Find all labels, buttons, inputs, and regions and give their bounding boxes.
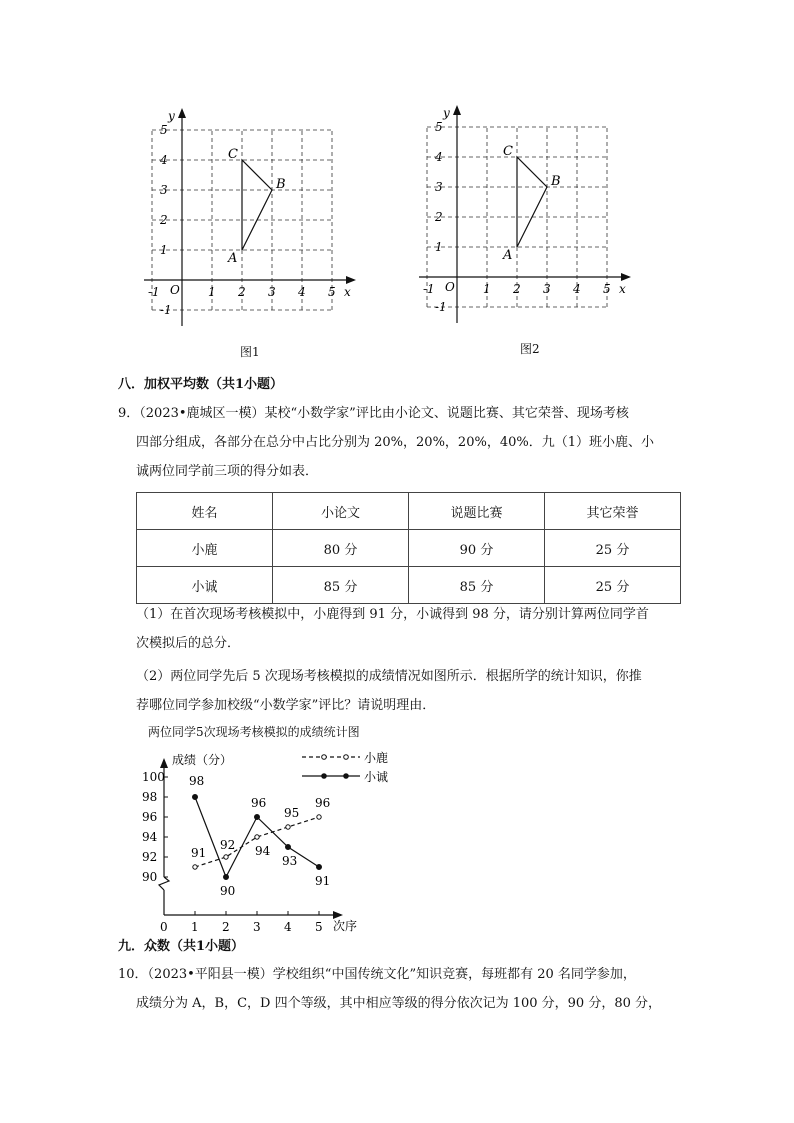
y-tick-label: -1	[160, 303, 172, 317]
triangle-abc	[242, 160, 272, 250]
series-1-point	[224, 855, 228, 859]
chart-x-axis-label: 次序	[333, 919, 358, 933]
series-2-data-label: 93	[282, 854, 298, 868]
coordinate-grid-1	[130, 100, 370, 340]
series-1-data-label: 94	[255, 844, 271, 858]
y-tick-label: 4	[160, 153, 168, 167]
y-axis-arrow	[178, 108, 186, 118]
point-label: B	[276, 177, 286, 192]
table-header-row	[137, 493, 681, 530]
table-header-cell: 说题比赛	[409, 493, 545, 530]
chart-y-tick-label: 92	[142, 850, 158, 864]
x-tick-label: 5	[603, 282, 611, 296]
series-2-point	[193, 795, 198, 800]
problem-9	[118, 399, 688, 486]
chart-y-axis-label: 成绩（分）	[172, 753, 233, 767]
question-1-line-1: （1）在首次现场考核模拟中，小鹿得到 91 分，小诚得到 98 分，请分别计算两位同学首	[136, 607, 649, 622]
x-tick-label: 1	[208, 285, 216, 299]
y-tick-label: 5	[160, 123, 168, 137]
table-cell: 小诚	[137, 567, 273, 604]
x-tick-label: 2	[513, 282, 521, 296]
origin-label: O	[170, 283, 180, 297]
section-heading-weighted-average: 八．加权平均数（共1小题）	[118, 377, 284, 392]
legend-label: 小鹿	[364, 751, 389, 765]
chart-title: 两位同学5次现场考核模拟的成绩统计图	[148, 725, 360, 739]
point-label: A	[228, 251, 238, 266]
table-cell: 25 分	[545, 530, 681, 567]
point-label: B	[551, 174, 561, 189]
x-axis-arrow	[346, 276, 356, 284]
chart-x-tick-label: 4	[284, 920, 292, 934]
series-2-point	[317, 865, 322, 870]
question-2	[136, 662, 696, 720]
y-tick-label: 3	[160, 183, 168, 197]
y-tick-label: -1	[435, 300, 447, 314]
series-1-data-label: 91	[191, 846, 207, 860]
y-tick-label: 1	[160, 243, 168, 257]
chart-x-tick-label: 3	[253, 920, 261, 934]
table-row	[137, 567, 681, 604]
point-label: C	[228, 147, 238, 162]
table-cell: 90 分	[409, 530, 545, 567]
chart-x-tick-label: 2	[222, 920, 230, 934]
problem-9-line-3: 诚两位同学前三项的得分如表．	[136, 464, 319, 479]
table-cell: 小鹿	[137, 530, 273, 567]
problem-9-line-2: 四部分组成，各部分在总分中占比分别为 20%，20%，20%，40%．九（1）班小鹿、小	[136, 435, 654, 450]
point-label: C	[503, 144, 513, 159]
series-1-data-label: 95	[284, 806, 300, 820]
y-tick-label: 2	[435, 210, 443, 224]
x-tick-label: 5	[328, 285, 336, 299]
series-1-data-label: 96	[315, 796, 331, 810]
question-1-line-2: 次模拟后的总分．	[136, 636, 241, 651]
legend-label: 小诚	[364, 770, 389, 784]
series-1-data-label: 92	[220, 838, 236, 852]
x-axis-label: x	[344, 285, 351, 299]
x-tick-label: 3	[268, 285, 276, 299]
legend-marker	[344, 755, 349, 760]
question-2-line-2: 荐哪位同学参加校级“小数学家”评比？请说明理由．	[136, 698, 436, 713]
chart-y-axis-arrow	[160, 758, 168, 768]
x-tick-label: 2	[238, 285, 246, 299]
figure-1-caption: 图1	[240, 345, 260, 359]
y-tick-label: 4	[435, 150, 443, 164]
series-2-data-label: 91	[315, 874, 331, 888]
chart-x-tick-label: 5	[315, 920, 323, 934]
chart-y-tick-label: 90	[142, 870, 158, 884]
problem-10-line-1: 10．（2023•平阳县一模）学校组织“中国传统文化”知识竞赛，每班都有 20 名同学参加，	[118, 967, 636, 982]
score-table	[136, 492, 681, 604]
x-tick-label: -1	[423, 282, 435, 296]
figure-1	[130, 100, 370, 340]
table-header-cell: 其它荣誉	[545, 493, 681, 530]
table-header-cell: 小论文	[273, 493, 409, 530]
series-2-data-label: 90	[220, 884, 236, 898]
score-table-wrapper	[136, 492, 681, 604]
section-heading-mode: 九．众数（共1小题）	[118, 939, 245, 954]
coordinate-grid-2	[405, 97, 645, 337]
chart-y-tick-label: 98	[142, 790, 158, 804]
problem-10	[118, 960, 698, 1018]
table-cell: 85 分	[409, 567, 545, 604]
y-tick-label: 1	[435, 240, 443, 254]
problem-9-line-1: 9．（2023•鹿城区一模）某校“小数学家”评比由小论文、说题比赛、其它荣誉、现场考核	[118, 406, 629, 421]
x-axis-arrow	[621, 273, 631, 281]
legend-marker	[344, 774, 349, 779]
question-2-line-1: （2）两位同学先后 5 次现场考核模拟的成绩情况如图所示．根据所学的统计知识，你推	[136, 669, 642, 684]
problem-10-line-2: 成绩分为 A，B，C，D 四个等级，其中相应等级的得分依次记为 100 分，90 分，80 分，	[136, 996, 662, 1011]
x-tick-label: -1	[148, 285, 160, 299]
series-2-data-label: 98	[189, 774, 205, 788]
series-2-data-label: 96	[251, 796, 267, 810]
origin-label: O	[445, 280, 455, 294]
x-tick-label: 1	[483, 282, 491, 296]
table-cell: 85 分	[273, 567, 409, 604]
line-chart	[130, 740, 420, 935]
legend-marker	[322, 755, 327, 760]
x-tick-label: 4	[298, 285, 306, 299]
y-tick-label: 5	[435, 120, 443, 134]
table-cell: 80 分	[273, 530, 409, 567]
x-axis-label: x	[619, 282, 626, 296]
y-axis-label: y	[443, 106, 450, 120]
legend-marker	[322, 774, 327, 779]
chart-axis-break	[159, 877, 169, 890]
question-1	[136, 600, 696, 658]
series-2-point	[286, 845, 291, 850]
table-row	[137, 530, 681, 567]
figure-2	[405, 97, 645, 337]
table-header-cell: 姓名	[137, 493, 273, 530]
series-1-point	[286, 825, 290, 829]
chart-x-tick-label: 0	[160, 920, 168, 934]
y-axis-label: y	[168, 109, 175, 123]
chart-y-tick-label: 100	[142, 770, 165, 784]
triangle-abc	[517, 157, 547, 247]
series-2-point	[224, 875, 229, 880]
x-tick-label: 3	[543, 282, 551, 296]
chart-x-tick-label: 1	[191, 920, 199, 934]
x-tick-label: 4	[573, 282, 581, 296]
series-line-1	[195, 817, 319, 867]
y-axis-arrow	[453, 105, 461, 115]
line-chart-svg	[130, 740, 420, 935]
chart-y-tick-label: 96	[142, 810, 158, 824]
chart-y-tick-label: 94	[142, 830, 158, 844]
table-cell: 25 分	[545, 567, 681, 604]
series-1-point	[255, 835, 259, 839]
y-tick-label: 3	[435, 180, 443, 194]
y-tick-label: 2	[160, 213, 168, 227]
figure-2-caption: 图2	[520, 342, 540, 356]
series-1-point	[193, 865, 197, 869]
series-2-point	[255, 815, 260, 820]
point-label: A	[503, 248, 513, 263]
chart-x-axis-arrow	[333, 911, 343, 919]
series-1-point	[317, 815, 321, 819]
